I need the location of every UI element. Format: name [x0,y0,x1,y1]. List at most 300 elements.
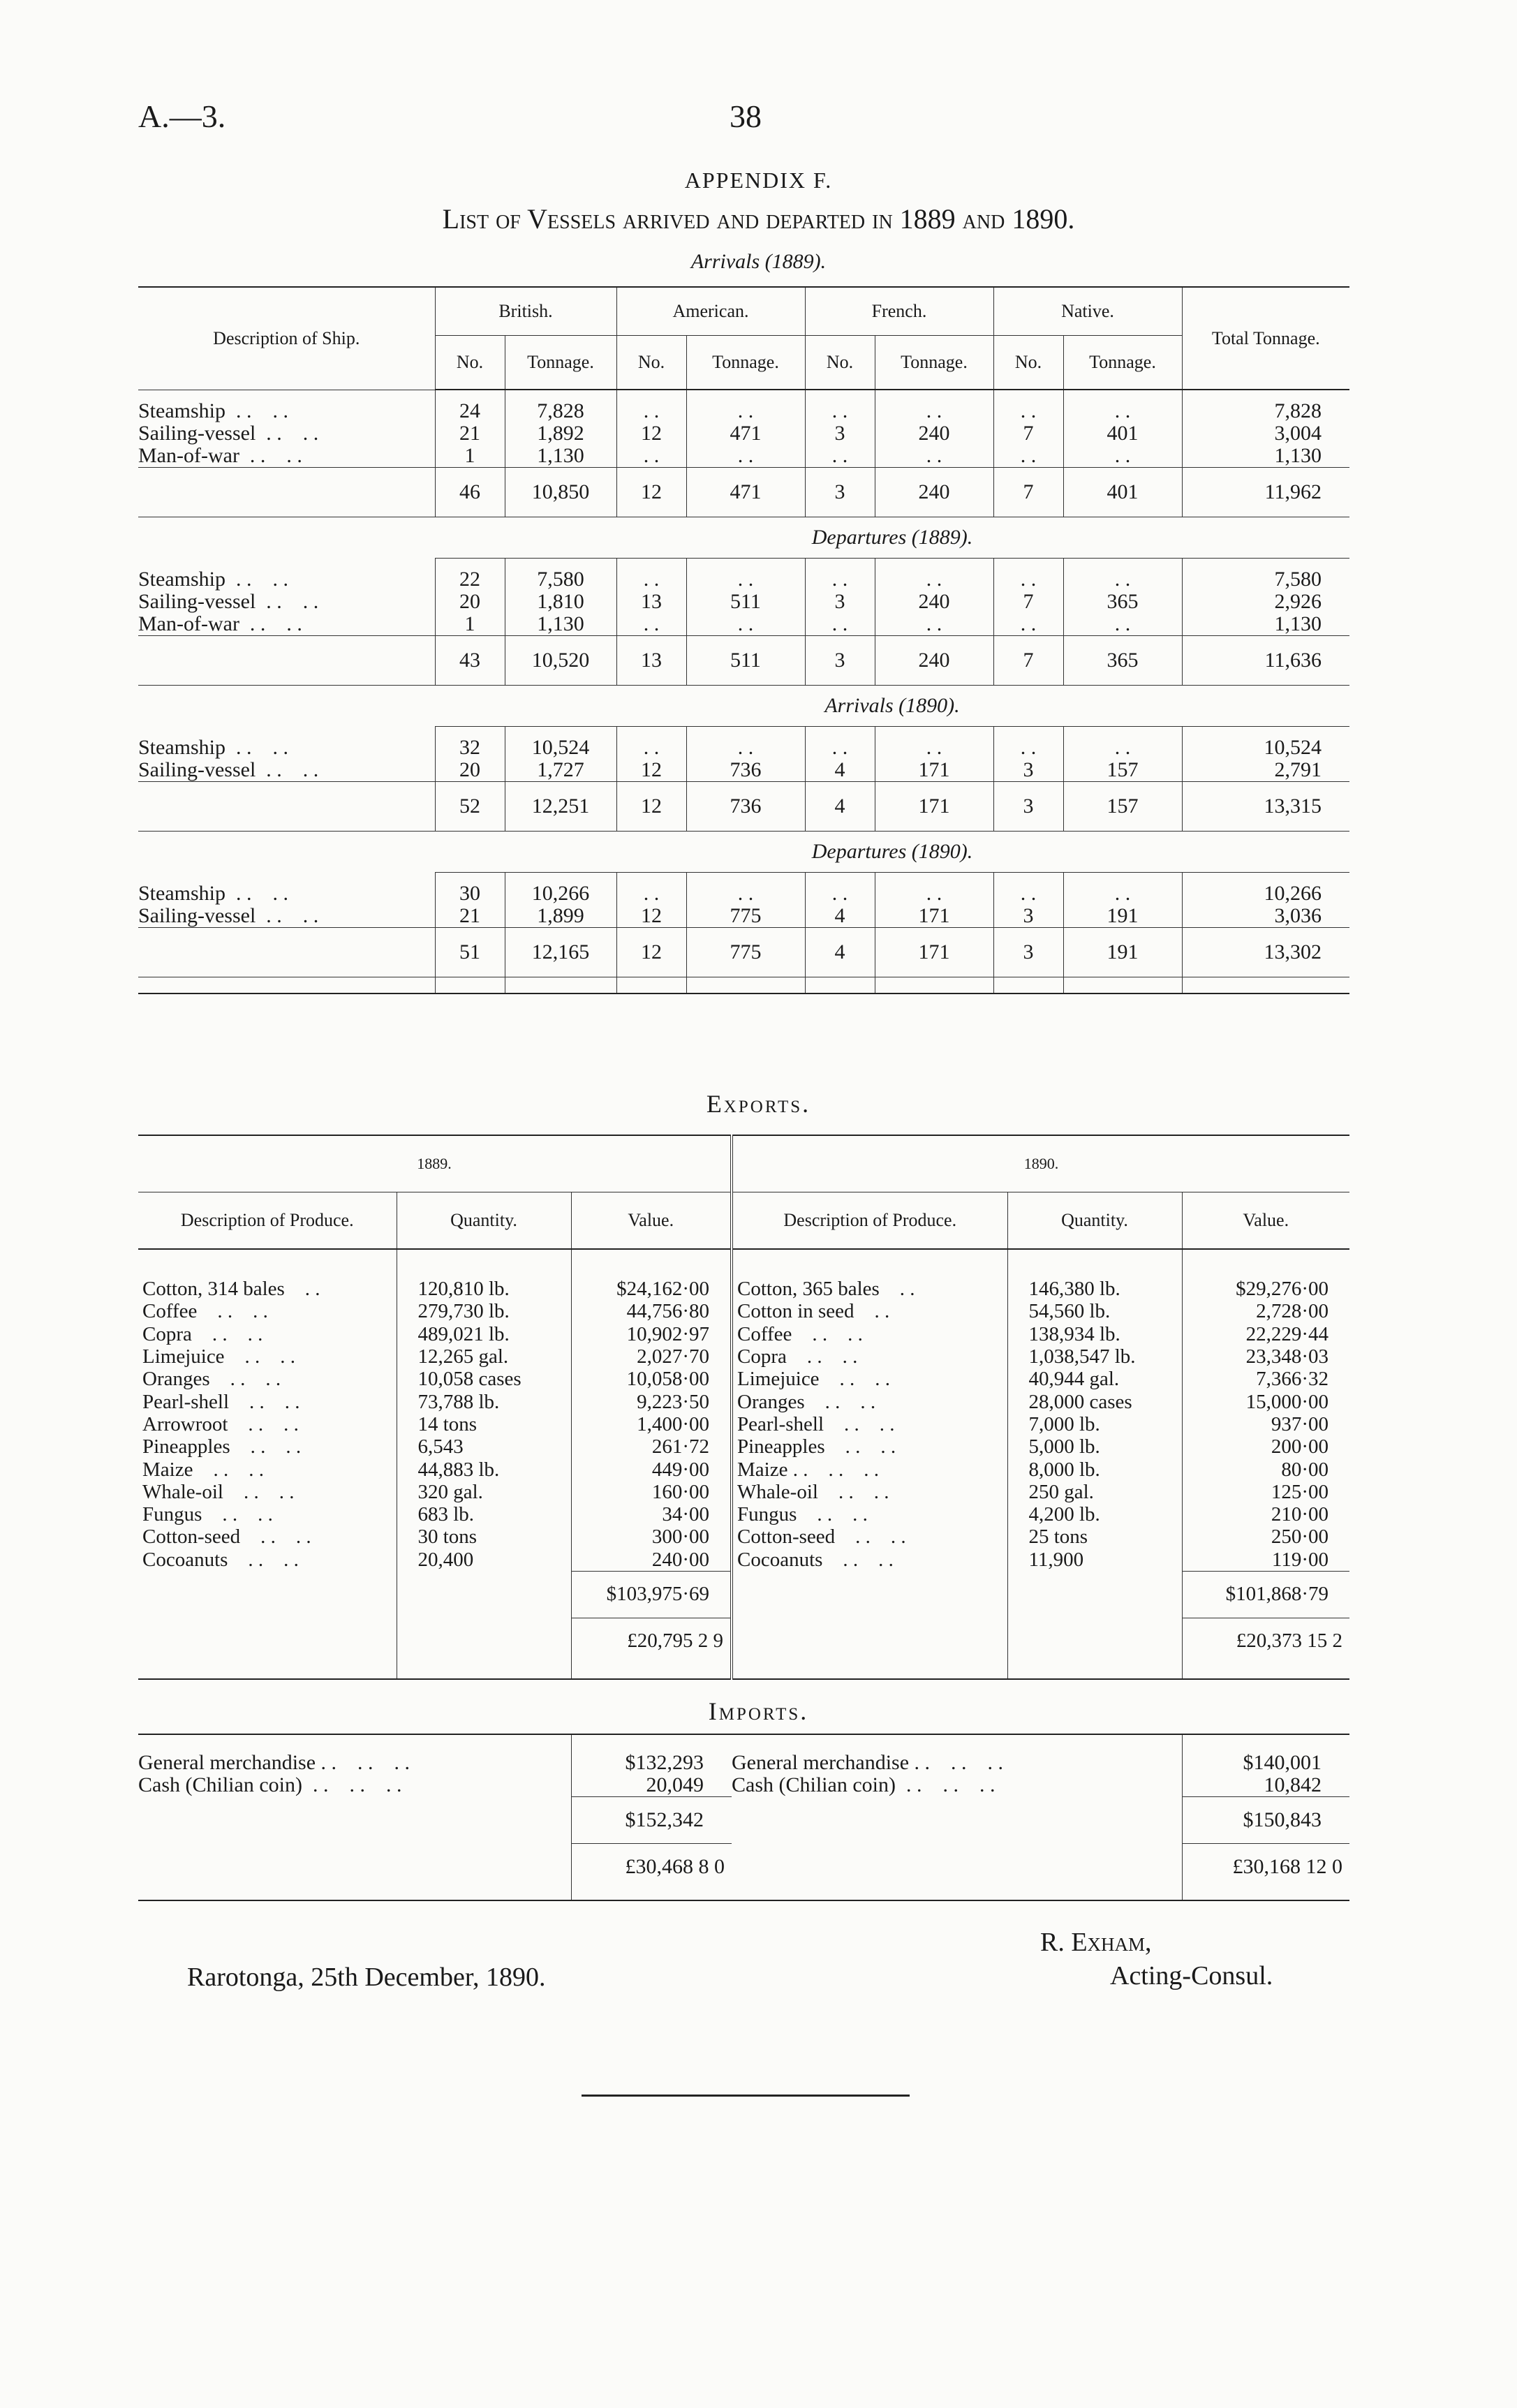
total-tonnage-cell: 3,004 [1182,422,1349,445]
table-cell: 21 [435,422,505,445]
spacer-cell [435,977,505,994]
import-value: 10,842 [1182,1774,1349,1797]
table-cell: 3 [993,905,1063,928]
table-row [138,591,1349,613]
produce-description: Whale-oil . . . . [732,1481,1007,1503]
table-cell: 30 [435,873,505,906]
group-british: British. [435,287,616,336]
produce-description: Pineapples . . . . [142,1435,302,1458]
quantity-cell: 54,560 lb. [1007,1300,1182,1322]
table-cell: . . [616,873,686,906]
closing-rule [582,2095,910,2097]
table-cell: 21 [435,905,505,928]
page-number: 38 [730,98,762,134]
value-cell: 449·00 [571,1458,732,1480]
quantity-cell: 5,000 lb. [1007,1435,1182,1458]
table-row [138,422,1349,445]
table-cell: . . [993,727,1063,760]
value-cell: 10,058·00 [571,1368,732,1390]
total-row [138,782,1349,832]
table-cell: 1,130 [505,445,616,468]
produce-description: Oranges . . . . [732,1390,1007,1412]
produce-description: Cotton in seed . . [732,1300,1007,1322]
section-title: Departures (1889). [435,517,1349,559]
imports-title: Imports. [708,1697,809,1725]
produce-description: Pearl-shell . . . . [142,1390,300,1413]
table-row [138,1413,1349,1435]
spacer-cell [1182,977,1349,994]
table-cell: 12 [616,759,686,782]
value-cell: 300·00 [571,1526,732,1548]
quantity-cell: 44,883 lb. [397,1458,571,1480]
produce-description: Maize . . . . [142,1458,264,1481]
table-cell: . . [1063,727,1182,760]
import-total-pounds-1889: £30,468 8 0 [571,1844,732,1891]
table-cell: . . [875,613,993,636]
quantity-cell: 20,400 [397,1549,571,1572]
group-french: French. [805,287,993,336]
exports-year-1889: 1889. [138,1135,732,1192]
place-date: Rarotonga, 25th December, 1890. [187,1963,546,1992]
import-description: General merchandise . . . . . . [138,1751,410,1774]
col-tonnage: Tonnage. [505,336,616,390]
table-row [138,727,1349,760]
table-cell: . . [993,873,1063,906]
table-cell: 12 [616,422,686,445]
quantity-cell: 279,730 lb. [397,1300,571,1322]
quantity-cell: 30 tons [397,1526,571,1548]
import-value: 20,049 [571,1774,732,1797]
total-cell: 12 [616,468,686,517]
exports-title: Exports. [706,1090,811,1118]
value-cell: 2,728·00 [1182,1300,1349,1322]
quantity-cell: 6,543 [397,1435,571,1458]
spacer-cell [138,782,435,832]
value-cell: 2,027·70 [571,1345,732,1368]
ship-description: Man-of-war . . . . [138,612,302,635]
total-cell: 401 [1063,468,1182,517]
table-cell: 1,810 [505,591,616,613]
table-cell: 240 [875,591,993,613]
total-tonnage-cell: 1,130 [1182,613,1349,636]
value-cell: 119·00 [1182,1549,1349,1572]
table-cell: . . [1063,445,1182,468]
value-cell: 80·00 [1182,1458,1349,1480]
col-tonnage: Tonnage. [875,336,993,390]
total-cell: 240 [875,468,993,517]
spacer-cell [138,832,435,873]
table-row [138,1526,1349,1548]
quantity-cell: 4,200 lb. [1007,1503,1182,1526]
col-no: No. [993,336,1063,390]
table-cell: 4 [805,759,875,782]
table-cell: 401 [1063,422,1182,445]
value-cell: 210·00 [1182,1503,1349,1526]
import-total-dollars-1890: $150,843 [1182,1797,1349,1844]
table-cell: . . [875,559,993,591]
produce-description: Cocoanuts . . . . [142,1548,299,1571]
table-cell: 3 [993,759,1063,782]
table-cell: . . [686,613,805,636]
spacer-cell [138,928,435,977]
total-cell: 4 [805,782,875,832]
total-cell: 12 [616,782,686,832]
table-cell: . . [875,390,993,422]
total-cell: 11,962 [1182,468,1349,517]
produce-description: Pearl-shell . . . . [732,1413,1007,1435]
total-cell: 4 [805,928,875,977]
table-cell: 7 [993,422,1063,445]
table-cell: 13 [616,591,686,613]
total-cell: 171 [875,928,993,977]
table-cell: . . [875,445,993,468]
table-cell: 775 [686,905,805,928]
page-reference: A.—3. [138,98,226,134]
produce-description: Copra . . . . [732,1345,1007,1368]
value-cell: 160·00 [571,1481,732,1503]
col-total-tonnage: Total Tonnage. [1182,287,1349,390]
total-cell: 7 [993,636,1063,686]
table-cell: . . [686,559,805,591]
col-no: No. [435,336,505,390]
table-cell: 1 [435,445,505,468]
group-native: Native. [993,287,1182,336]
produce-description: Copra . . . . [142,1322,263,1345]
value-cell: 10,902·97 [571,1323,732,1345]
value-cell: 22,229·44 [1182,1323,1349,1345]
table-cell: . . [875,873,993,906]
produce-description: Fungus . . . . [732,1503,1007,1526]
value-cell: 34·00 [571,1503,732,1526]
table-cell: 10,266 [505,873,616,906]
col-no: No. [805,336,875,390]
total-tonnage-cell: 2,926 [1182,591,1349,613]
total-cell: 46 [435,468,505,517]
spacer-cell [138,517,435,559]
table-row [138,1774,1349,1797]
table-row [138,1549,1349,1572]
table-cell: . . [616,445,686,468]
total-cell: 775 [686,928,805,977]
produce-description: Limejuice . . . . [142,1345,296,1368]
quantity-cell: 120,810 lb. [397,1249,571,1300]
import-total-pounds-1890: £30,168 12 0 [1182,1844,1349,1891]
total-tonnage-cell: 3,036 [1182,905,1349,928]
total-tonnage-cell: 1,130 [1182,445,1349,468]
table-cell: 7,580 [505,559,616,591]
value-cell: 200·00 [1182,1435,1349,1458]
col-description-produce: Description of Produce. [138,1192,397,1250]
total-cell: 736 [686,782,805,832]
col-quantity: Quantity. [1007,1192,1182,1250]
table-cell: 3 [805,422,875,445]
total-cell: 10,520 [505,636,616,686]
total-tonnage-cell: 2,791 [1182,759,1349,782]
total-cell: 11,636 [1182,636,1349,686]
value-cell: 15,000·00 [1182,1390,1349,1412]
table-row [138,1503,1349,1526]
table-cell: 171 [875,905,993,928]
total-cell: 7 [993,468,1063,517]
col-quantity: Quantity. [397,1192,571,1250]
import-value: $132,293 [571,1752,732,1774]
table-row [138,873,1349,906]
table-row [138,1435,1349,1458]
table-row [138,1249,1349,1300]
quantity-cell: 25 tons [1007,1526,1182,1548]
total-row [138,928,1349,977]
spacer-cell [138,636,435,686]
produce-description: Arrowroot . . . . [142,1412,299,1435]
section-title: Arrivals (1890). [435,686,1349,727]
total-row [138,468,1349,517]
table-row [138,1368,1349,1390]
spacer-cell [1063,977,1182,994]
table-cell: 32 [435,727,505,760]
col-no: No. [616,336,686,390]
imports-table [138,1734,1349,1901]
section-title-arrivals-1889: Arrivals (1889). [690,250,827,273]
import-description: Cash (Chilian coin) . . . . . . [138,1773,402,1797]
table-cell: . . [616,390,686,422]
table-cell: 7 [993,591,1063,613]
ship-description: Steamship . . . . [138,399,288,422]
spacer-cell [616,977,686,994]
table-cell: 365 [1063,591,1182,613]
total-tonnage-cell: 10,524 [1182,727,1349,760]
table-row [138,445,1349,468]
ship-description: Sailing-vessel . . . . [138,422,319,445]
table-cell: 20 [435,591,505,613]
table-cell: 3 [805,591,875,613]
table-cell: 1,892 [505,422,616,445]
total-cell: 511 [686,636,805,686]
ship-description: Steamship . . . . [138,881,288,905]
total-cell: 13 [616,636,686,686]
table-cell: . . [805,873,875,906]
spacer-cell [138,977,435,994]
spacer-cell [138,686,435,727]
spacer-cell [993,977,1063,994]
col-value: Value. [1182,1192,1349,1250]
produce-description: Coffee . . . . [732,1323,1007,1345]
quantity-cell: 146,380 lb. [1007,1249,1182,1300]
table-cell: . . [993,390,1063,422]
produce-description: Pineapples . . . . [732,1435,1007,1458]
total-cell: 3 [993,928,1063,977]
table-row [138,559,1349,591]
total-cell: 157 [1063,782,1182,832]
table-cell: 22 [435,559,505,591]
table-cell: . . [616,559,686,591]
quantity-cell: 138,934 lb. [1007,1323,1182,1345]
value-cell: 240·00 [571,1549,732,1572]
total-cell: 191 [1063,928,1182,977]
col-tonnage: Tonnage. [686,336,805,390]
section-title: Departures (1890). [435,832,1349,873]
value-cell: 125·00 [1182,1481,1349,1503]
table-row [138,759,1349,782]
table-cell: . . [805,445,875,468]
total-cell: 52 [435,782,505,832]
table-cell: . . [993,559,1063,591]
quantity-cell: 28,000 cases [1007,1390,1182,1412]
table-cell: 20 [435,759,505,782]
quantity-cell: 12,265 gal. [397,1345,571,1368]
table-row [138,1345,1349,1368]
table-cell: . . [1063,613,1182,636]
import-description: Cash (Chilian coin) . . . . . . [732,1773,996,1797]
total-tonnage-cell: 7,828 [1182,390,1349,422]
signer-title: Acting-Consul. [1110,1961,1273,1990]
produce-description: Whale-oil . . . . [142,1480,295,1503]
total-cell: 471 [686,468,805,517]
exports-year-1890: 1890. [732,1135,1349,1192]
total-cell: 10,850 [505,468,616,517]
spacer-cell [805,977,875,994]
table-row [138,1323,1349,1345]
spacer-cell [875,977,993,994]
value-cell: $24,162·00 [571,1249,732,1300]
table-cell: . . [686,445,805,468]
value-cell: $29,276·00 [1182,1249,1349,1300]
quantity-cell: 11,900 [1007,1549,1182,1572]
table-cell: . . [875,727,993,760]
import-total-dollars-1889: $152,342 [571,1797,732,1844]
vessels-table [138,286,1349,994]
value-cell: 261·72 [571,1435,732,1458]
table-cell: . . [1063,873,1182,906]
ship-description: Steamship . . . . [138,735,288,759]
import-value: $140,001 [1182,1752,1349,1774]
table-cell: . . [1063,390,1182,422]
produce-description: Cotton-seed . . . . [142,1526,311,1549]
table-cell: 24 [435,390,505,422]
table-cell: 4 [805,905,875,928]
total-cell: 13,302 [1182,928,1349,977]
quantity-cell: 250 gal. [1007,1481,1182,1503]
quantity-cell: 489,021 lb. [397,1323,571,1345]
produce-description: Maize . . . . . . [732,1458,1007,1480]
table-cell: . . [805,390,875,422]
table-cell: 12 [616,905,686,928]
value-cell: 44,756·80 [571,1300,732,1322]
table-row [138,905,1349,928]
table-cell: . . [805,613,875,636]
table-cell: . . [1063,559,1182,591]
produce-description: Coffee . . . . [142,1300,268,1323]
col-value: Value. [571,1192,732,1250]
appendix-heading: APPENDIX F. [684,168,833,193]
section-header-row [138,517,1349,559]
produce-description: Cotton, 314 bales . . [142,1278,320,1301]
produce-description: Cotton-seed . . . . [732,1526,1007,1548]
total-cell: 365 [1063,636,1182,686]
ship-description: Steamship . . . . [138,567,288,591]
table-cell: . . [686,873,805,906]
table-cell: 1,130 [505,613,616,636]
section-header-row [138,832,1349,873]
ship-description: Man-of-war . . . . [138,444,302,467]
quantity-cell: 320 gal. [397,1481,571,1503]
table-row [138,1300,1349,1322]
produce-description: Fungus . . . . [142,1503,273,1526]
section-header-row [138,686,1349,727]
total-tonnage-cell: 7,580 [1182,559,1349,591]
ship-description: Sailing-vessel . . . . [138,904,319,927]
group-american: American. [616,287,805,336]
col-description: Description of Ship. [138,287,435,390]
table-cell: . . [805,727,875,760]
table-cell: . . [805,559,875,591]
exports-table [138,1135,1349,1680]
export-total-pounds-1889: £20,795 2 9 [571,1618,732,1664]
col-tonnage: Tonnage. [1063,336,1182,390]
spacer-cell [138,468,435,517]
quantity-cell: 40,944 gal. [1007,1368,1182,1390]
total-cell: 51 [435,928,505,977]
table-cell: . . [993,613,1063,636]
table-end-row [138,977,1349,994]
table-row [138,390,1349,422]
total-cell: 13,315 [1182,782,1349,832]
table-cell: 1,727 [505,759,616,782]
value-cell: 23,348·03 [1182,1345,1349,1368]
produce-description: Limejuice . . . . [732,1368,1007,1390]
value-cell: 250·00 [1182,1526,1349,1548]
quantity-cell: 14 tons [397,1413,571,1435]
total-cell: 171 [875,782,993,832]
spacer-cell [505,977,616,994]
table-row [138,1390,1349,1412]
export-total-dollars-1889: $103,975·69 [571,1571,732,1618]
total-cell: 12,165 [505,928,616,977]
produce-description: Oranges . . . . [142,1368,281,1391]
value-cell: 7,366·32 [1182,1368,1349,1390]
total-cell: 12 [616,928,686,977]
value-cell: 937·00 [1182,1413,1349,1435]
table-cell: 736 [686,759,805,782]
table-cell: 10,524 [505,727,616,760]
value-cell: 1,400·00 [571,1413,732,1435]
total-cell: 12,251 [505,782,616,832]
table-cell: . . [686,727,805,760]
export-total-dollars-1890: $101,868·79 [1182,1571,1349,1618]
export-total-pounds-1890: £20,373 15 2 [1182,1618,1349,1664]
signer-name: R. Exham, [1040,1928,1152,1957]
table-row [138,1752,1349,1774]
total-cell: 3 [993,782,1063,832]
produce-description: Cocoanuts . . . . [732,1549,1007,1572]
total-cell: 240 [875,636,993,686]
table-cell: 7,828 [505,390,616,422]
value-cell: 9,223·50 [571,1390,732,1412]
table-cell: 240 [875,422,993,445]
table-cell: . . [686,390,805,422]
produce-description: Cotton, 365 bales . . [732,1249,1007,1300]
ship-description: Sailing-vessel . . . . [138,590,319,613]
import-description: General merchandise . . . . . . [732,1751,1004,1774]
table-cell: 511 [686,591,805,613]
table-cell: . . [993,445,1063,468]
ship-description: Sailing-vessel . . . . [138,758,319,781]
total-tonnage-cell: 10,266 [1182,873,1349,906]
table-cell: 1,899 [505,905,616,928]
table-row [138,1458,1349,1480]
spacer-cell [686,977,805,994]
table-cell: 1 [435,613,505,636]
table-cell: 157 [1063,759,1182,782]
